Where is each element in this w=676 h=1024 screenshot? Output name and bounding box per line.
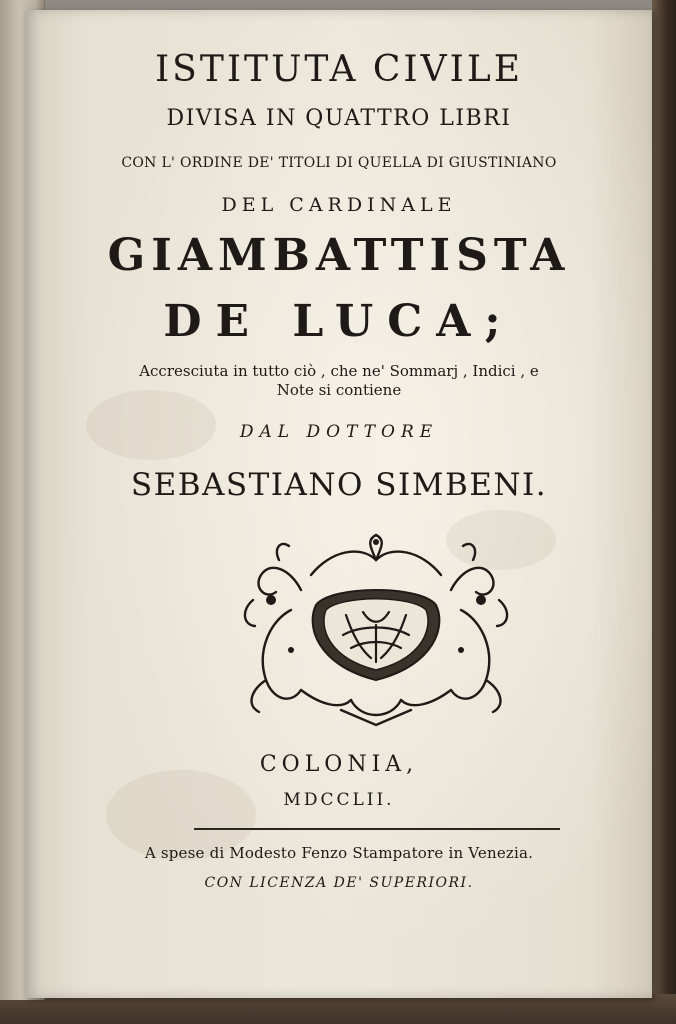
printer-device-monogram-icon (231, 530, 521, 730)
book-cover-edge (652, 0, 676, 1024)
book-subtitle-secondary: CON L' ORDINE DE' TITOLI DI QUELLA DI GIUSTINIANO (121, 155, 557, 171)
license-line: CON LICENZA DE' SUPERIORI. (204, 875, 474, 891)
editor-prefix: DAL DOTTORE (239, 422, 439, 442)
book-description: Accresciuta in tutto ciò , che ne' Sommarj , Indici , e Note si contiene (139, 362, 539, 399)
publication-year: MDCCLII. (283, 790, 395, 810)
author-prefix: DEL CARDINALE (221, 194, 457, 216)
author-first-name: GIAMBATTISTA (107, 230, 571, 281)
book-title: ISTITUTA CIVILE (154, 49, 524, 90)
divider-rule (194, 828, 560, 830)
publication-place: COLONIA, (259, 752, 419, 777)
author-last-name: DE LUCA; (163, 296, 515, 347)
printer-line: A spese di Modesto Fenzo Stampatore in Venezia. (144, 844, 534, 862)
title-page (26, 10, 652, 998)
editor-name: SEBASTIANO SIMBENI. (130, 467, 548, 503)
book-subtitle: DIVISA IN QUATTRO LIBRI (166, 106, 512, 131)
book-bottom-edge (0, 994, 676, 1024)
